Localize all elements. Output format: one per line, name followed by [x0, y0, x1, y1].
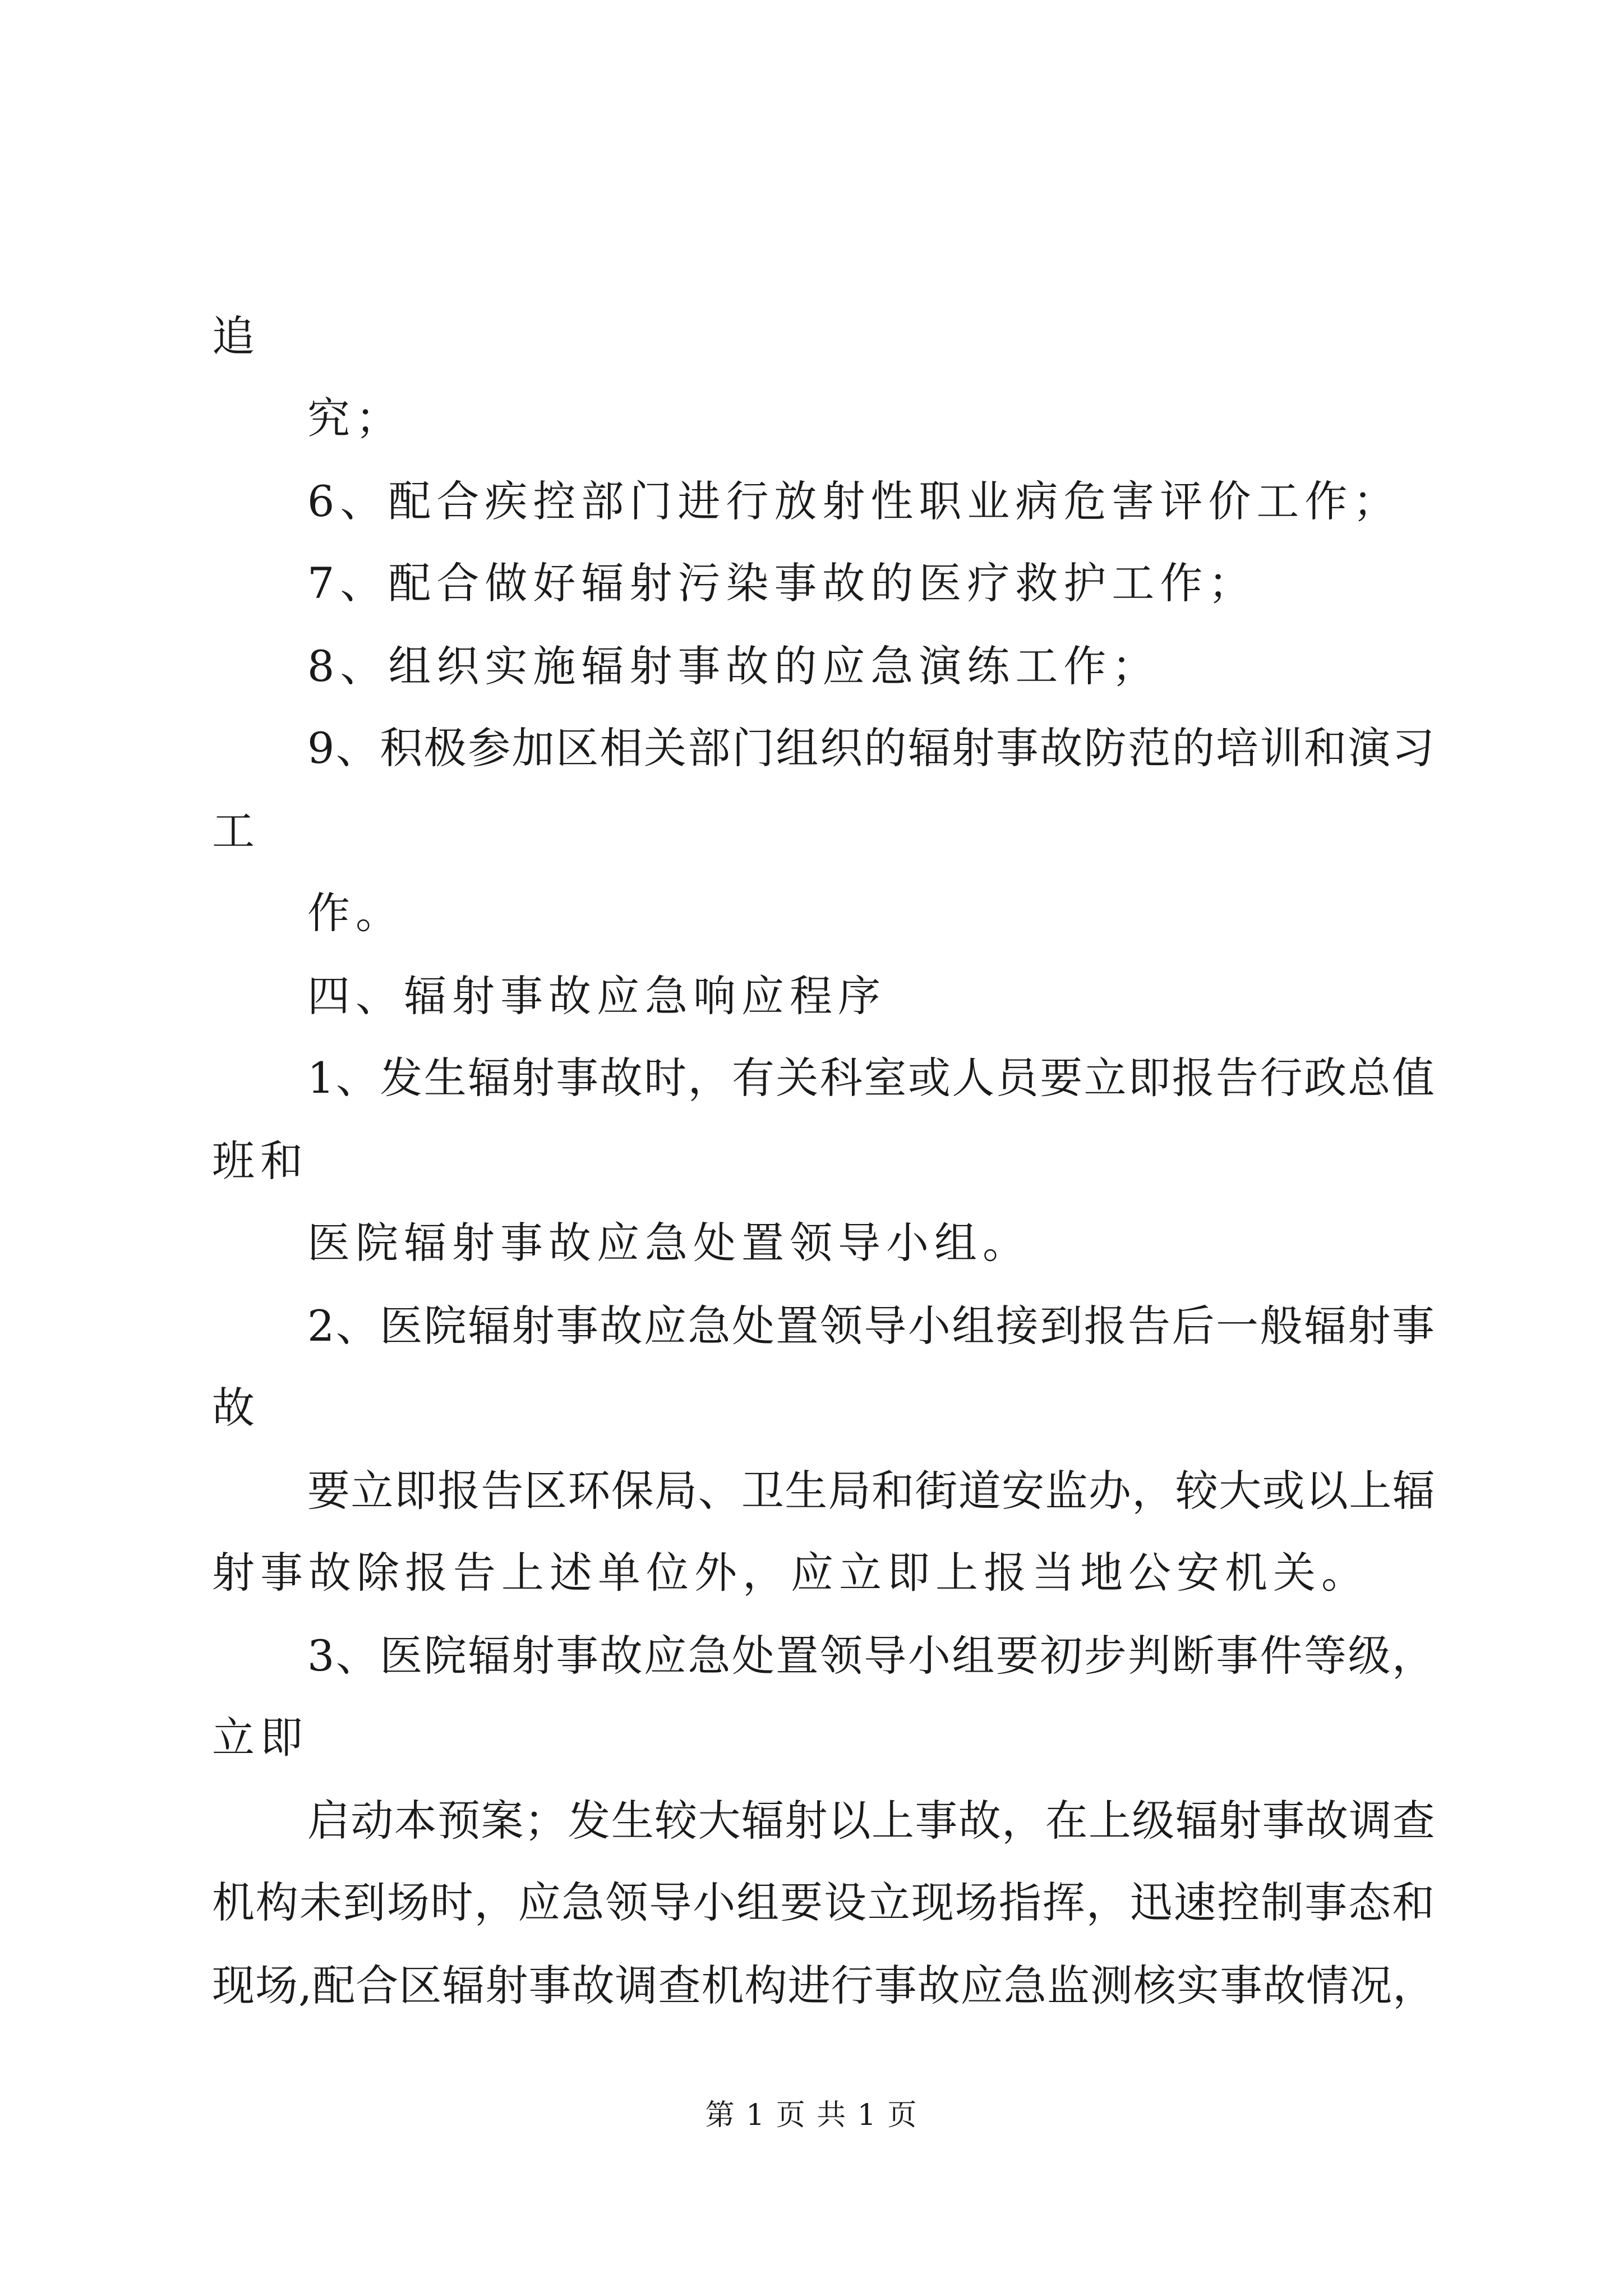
text-line: 9、积极参加区相关部门组织的辐射事故防范的培训和演习: [307, 723, 1436, 773]
text-line: 要立即报告区环保局、卫生局和街道安监办，较大或以上辐: [307, 1466, 1436, 1516]
text-line: 现场,配合区辐射事故调查机构进行事故应急监测核实事故情况，: [212, 1961, 1436, 2010]
text-line: 工: [212, 806, 260, 856]
section-heading: 四、辐射事故应急响应程序: [307, 971, 886, 1021]
text-line: 故: [212, 1383, 260, 1433]
text-line: 8、组织实施辐射事故的应急演练工作；: [307, 641, 1160, 691]
text-line: 1、发生辐射事故时，有关科室或人员要立即报告行政总值: [307, 1053, 1436, 1103]
page-footer: 第 1 页 共 1 页: [705, 2099, 918, 2132]
text-line: 机构未到场时，应急领导小组要设立现场指挥，迅速控制事态和: [212, 1878, 1436, 1927]
text-line: 作。: [307, 888, 404, 938]
text-line: 追: [212, 311, 260, 361]
text-line: 究；: [307, 393, 404, 443]
text-line: 启动本预案；发生较大辐射以上事故，在上级辐射事故调查: [307, 1796, 1436, 1846]
text-line: 立即: [212, 1713, 308, 1763]
text-line: 射事故除报告上述单位外，应立即上报当地公安机关。: [212, 1548, 1370, 1598]
text-line: 班和: [212, 1136, 308, 1186]
text-line: 2、医院辐射事故应急处置领导小组接到报告后一般辐射事: [307, 1301, 1436, 1351]
text-line: 3、医院辐射事故应急处置领导小组要初步判断事件等级，: [307, 1631, 1436, 1681]
text-line: 7、配合做好辐射污染事故的医疗救护工作；: [307, 558, 1257, 608]
text-line: 6、配合疾控部门进行放射性职业病危害评价工作；: [307, 476, 1401, 526]
text-line: 医院辐射事故应急处置领导小组。: [307, 1218, 1031, 1268]
